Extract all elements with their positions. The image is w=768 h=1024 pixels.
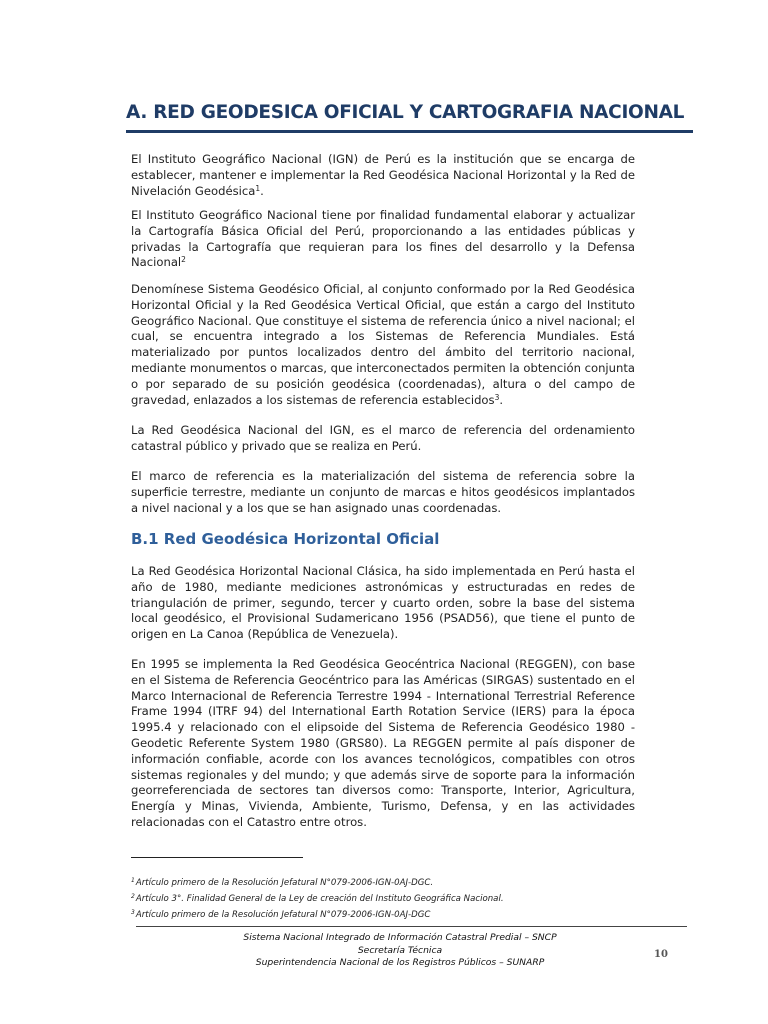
paragraph-frame-definition: El marco de referencia es la materialización del sistema de referencia sobre la superficie terrestre, mediante un conjunto de marcas e hitos geodésicos implantados a nivel nacional y a los que se han asignado unas coordenadas. [131, 469, 635, 515]
footnote-3 [131, 906, 651, 922]
footnote-2 [131, 890, 651, 906]
footer-divider [136, 926, 687, 927]
footnote-divider [131, 857, 303, 858]
heading-underline [126, 130, 693, 133]
footnote-1 [131, 874, 651, 890]
footnote-ref-2: 2 [181, 255, 186, 265]
page-footer [180, 932, 620, 970]
paragraph-ign-intro [131, 152, 635, 199]
paragraph-ign-purpose [131, 208, 635, 271]
paragraph-end: . [260, 183, 264, 198]
footer-line-sncp: Sistema Nacional Integrado de Información Catastral Predial – SNCP [243, 932, 557, 943]
footnotes [131, 874, 651, 922]
paragraph-text: El Instituto Geográfico Nacional tiene por finalidad fundamental elaborar y actualizar la Cartografía Básica Oficial del Perú, proporcionando a las entidades públicas y privadas la Cartografía que requieran para los fines del desarrollo y la Defensa Nacional [131, 208, 635, 270]
paragraph-text: El Instituto Geográfico Nacional (IGN) de Perú es la institución que se encarga de establecer, mantener e implementar la Red Geodésica Nacional Horizontal y la Red de Nivelación Geodésica [131, 152, 635, 198]
footnote-number: 2 [131, 893, 135, 900]
footnote-number: 3 [131, 909, 135, 916]
paragraph-classic-network: La Red Geodésica Horizontal Nacional Clásica, ha sido implementada en Perú hasta el año de 1980, mediante mediciones astronómicas y estructuradas en redes de triangulación de primer, segundo, tercer y cuarto orden, sobre la base del sistema local geodésico, el Provisional Sudamericano 1956 (PSAD56), que tiene el punto de origen en La Canoa (República de Venezuela). [131, 564, 635, 642]
footnote-text: Artículo primero de la Resolución Jefatural N°079-2006-IGN-0AJ-DGC [135, 910, 431, 920]
footnote-number: 1 [131, 877, 135, 884]
paragraph-text: Denomínese Sistema Geodésico Oficial, al conjunto conformado por la Red Geodésica Horizontal Oficial y la Red Geodésica Vertical Oficial, que están a cargo del Instituto Geográfico Nacional. Que constituye el sistema de referencia único a nivel nacional; el cual, se encuentra integrado a los Sistemas de Referencia Mundiales. Está materializado por puntos localizados dentro del ámbito del territorio nacional, mediante monumentos o marcas, que interconectados permiten la obtención conjunta o por separado de su posición geodésica (coordenadas), altura o del campo de gravedad, enlazados a los sistemas de referencia establecidos [131, 282, 635, 407]
footer-line-sunarp: Superintendencia Nacional de los Registros Públicos – SUNARP [255, 957, 545, 969]
paragraph-reggen: En 1995 se implementa la Red Geodésica Geocéntrica Nacional (REGGEN), con base en el Sistema de Referencia Geocéntrico para las Américas (SIRGAS) sustentado en el Marco Internacional de Referencia Terrestre 1994 - International Terrestrial Reference Frame 1994 (ITRF 94) del International Earth Rotation Service (IERS) para la época 1995.4 y relacionado con el elipsoide del Sistema de Referencia Geodésico 1980 - Geodetic Referente System 1980 (GRS80). La REGGEN permite al país disponer de información confiable, acorde con los avances tecnológicos, compatibles con otros sistemas regionales y del mundo; y que además sirve de soporte para la información georreferenciada de sectores tan diversos como: Transporte, Interior, Agricultura, Energía y Minas, Vivienda, Ambiente, Turismo, Defensa, y en las actividades relacionadas con el Catastro entre otros. [131, 657, 635, 829]
subsection-heading: B.1 Red Geodésica Horizontal Oficial [131, 530, 440, 548]
section-heading: A. RED GEODESICA OFICIAL Y CARTOGRAFIA NACIONAL [126, 102, 685, 123]
paragraph-end: . [499, 392, 504, 407]
page-number: 10 [654, 949, 668, 960]
footnote-text: Artículo 3°. Finalidad General de la Ley de creación del Instituto Geográfica Nacional. [135, 894, 504, 904]
footer-line-secretaria: Secretaría Técnica [357, 944, 443, 956]
paragraph-geodetic-system [131, 282, 635, 408]
paragraph-reference-frame: La Red Geodésica Nacional del IGN, es el marco de referencia del ordenamiento catastral público y privado que se realiza en Perú. [131, 423, 635, 453]
footnote-text: Artículo primero de la Resolución Jefatural N°079-2006-IGN-0AJ-DGC. [135, 878, 434, 888]
footnote-ref-1: 1 [255, 183, 261, 193]
footnote-ref-3: 3 [494, 392, 500, 402]
